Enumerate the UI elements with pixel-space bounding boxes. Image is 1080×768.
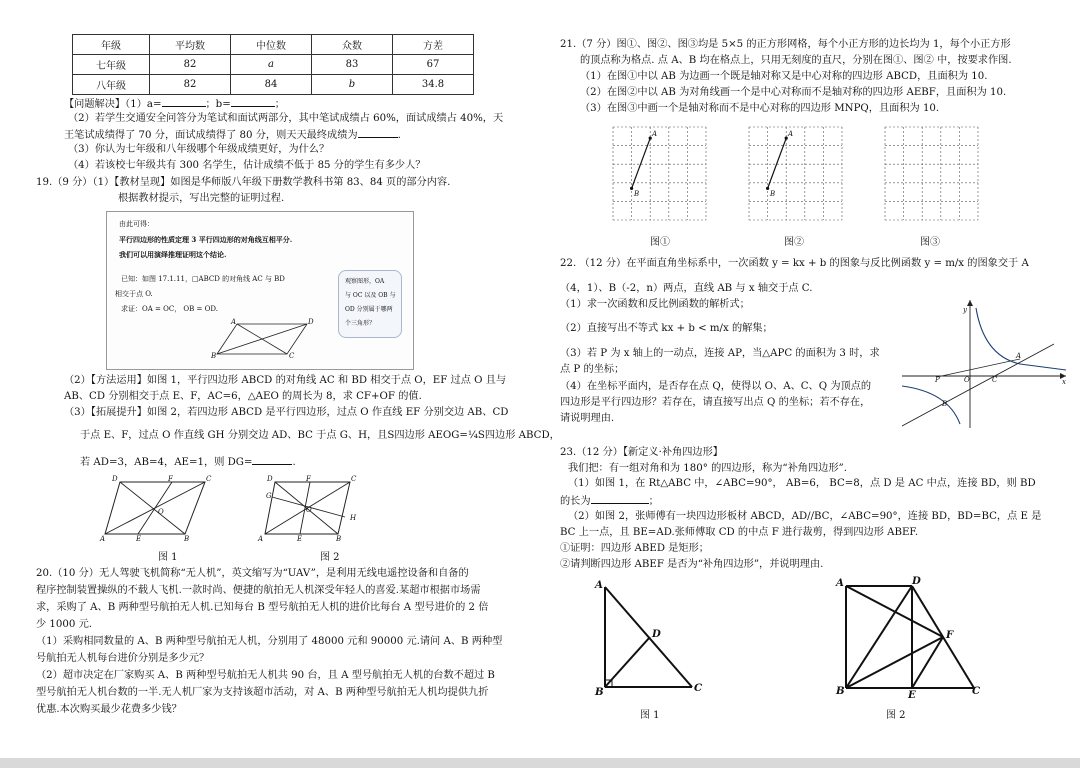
q18-part2-end: . — [397, 130, 401, 141]
q19-figure-2-caption: 图 2 — [320, 552, 340, 563]
textbook-theorem: 平行四边形的性质定理 3 平行四边形的对角线互相平分. — [119, 235, 293, 244]
q18-part3: （3）你认为七年级和八年级哪个年级成绩更好，为什么？ — [68, 144, 330, 155]
table-cell: 82 — [150, 75, 231, 95]
q18-part2-line1: （2）若学生交通安全问答分为笔试和面试两部分，其中笔试成绩占 60%，面试成绩占 40%，天 — [68, 113, 504, 124]
q21-line: （2）在图②中以 AB 为对角线画一个是中心对称而不是轴对称的四边形 AEBF，且面积为 10. — [580, 87, 1007, 98]
q22-line: （4，1）、B（-2，n）两点，直线 AB 与 x 轴交于点 C. — [560, 283, 813, 294]
q22-line: （2）直接写出不等式 kx + b < m/x 的解集； — [560, 323, 773, 334]
q19-figure-2 — [270, 477, 360, 539]
point-label-g: G — [266, 492, 272, 500]
point-label-a: A — [788, 130, 794, 138]
grid-figure-3-caption: 图③ — [920, 237, 940, 248]
table-cell: 67 — [393, 55, 474, 75]
q23-figure-2 — [842, 580, 982, 692]
answer-blank-dg[interactable] — [252, 454, 292, 465]
q20-line: 型号航拍无人机台数的一半.无人机厂家为支持该超市活动，对 A、B 两种型号航拍无人机均提供九折 — [36, 687, 489, 698]
q20-line: 求，采购了 A、B 两种型号航拍无人机.已知每台 B 型号航拍无人机的进价比每台 A 型号进价的 2 倍 — [36, 602, 489, 613]
right-page — [540, 0, 1080, 760]
grid-figure-3 — [884, 126, 978, 220]
q19-figure-1-caption: 图 1 — [158, 552, 178, 563]
point-label-d: D — [912, 575, 921, 587]
point-label-e: E — [908, 689, 916, 701]
table-cell: 34.8 — [393, 75, 474, 95]
answer-blank-bd[interactable] — [591, 493, 649, 504]
answer-blank-final-score[interactable] — [358, 127, 398, 138]
point-label-o: O — [964, 376, 970, 384]
q19-part3-line2: 于点 E、F，过点 O 作直线 GH 分别交边 AD、BC 于点 G、H，且S四边形 AEOG=¼S四边形 ABCD， — [80, 430, 560, 441]
table-header-cell: 年级 — [73, 35, 150, 55]
q22-line: （3）若 P 为 x 轴上的一动点，连接 AP，当△APC 的面积为 3 时，求 — [560, 348, 880, 359]
q18-part4: （4）若该校七年级共有 300 名学生，估计成绩不低于 85 分的学生有多少人？ — [68, 160, 426, 171]
hint-speech-bubble — [338, 270, 402, 338]
point-label-f: F — [306, 475, 311, 483]
point-label-a: A — [258, 535, 264, 543]
q18-part2-line2 — [64, 127, 401, 143]
table-row — [73, 75, 474, 95]
point-label-a: A — [100, 535, 106, 543]
point-label-h: H — [350, 514, 357, 522]
point-label-e: E — [297, 535, 303, 543]
point-label-b: B — [634, 190, 640, 198]
q19-heading: 19.（9 分）（1）【教材呈现】如图是华师版八年级下册数学教科书第 83、84 页的部分内容. — [36, 177, 451, 188]
table-header-cell: 方差 — [393, 35, 474, 55]
table-cell: a — [231, 55, 312, 75]
bubble-line: 与 OC 以及 OB 与 — [345, 292, 396, 299]
q19-part3-end: . — [292, 457, 296, 468]
bubble-line: 观察图形，OA — [345, 278, 385, 285]
q20-line: 20.（10 分）无人驾驶飞机简称“无人机”，英文缩写为“UAV”，是利用无线电遥控设备和自备的 — [36, 568, 469, 579]
table-cell: b — [312, 75, 393, 95]
point-label-p: P — [935, 376, 940, 384]
q19-part3-text: 若 AD=3，AB=4，AE=1，则 DG= — [80, 457, 253, 468]
q21-line: 的顶点称为格点. 点 A、B 均在格点上，只用无刻度的直尺，分别在图①、图② 中，按要求作图. — [580, 55, 1012, 66]
point-label-b: B — [184, 535, 190, 543]
q19-part2-line2: AB、CD 分别相交于点 E、F，AC=6，△AEO 的周长为 8，求 CF+OF 的值. — [64, 391, 422, 402]
grid-figure-1 — [612, 126, 706, 220]
point-label-a: A — [231, 318, 237, 326]
grid-figure-1-caption: 图① — [650, 237, 670, 248]
q22-line: 点 P 的坐标； — [560, 364, 625, 375]
q23-line: ①证明：四边形 ABED 是矩形； — [560, 543, 709, 554]
q22-coordinate-figure — [902, 300, 1070, 428]
q23-line: BC 上一点，且 BE=AD.张师傅取 CD 的中点 F 进行裁剪，得到四边形 ABEF. — [560, 527, 919, 538]
point-label-f: F — [946, 629, 954, 641]
q19-part2-line1: （2）【方法运用】如图 1，平行四边形 ABCD 的对角线 AC 和 BD 相交于点 O，EF 过点 O 且与 — [64, 375, 507, 386]
q19-part3-line1: （3）【拓展提升】如图 2，若四边形 ABCD 是平行四边形，过点 O 作直线 EF 分别交边 AB、CD — [64, 407, 509, 418]
grid-figure-2-caption: 图② — [784, 237, 804, 248]
point-label-d: D — [267, 475, 273, 483]
point-label-e: E — [136, 535, 142, 543]
q23-line: 我们把：有一组对角和为 180° 的四边形，称为“补角四边形”. — [568, 463, 847, 474]
q20-line: 号航拍无人机每台进价分别是多少元？ — [36, 653, 210, 664]
point-label-a: A — [595, 579, 603, 591]
textbook-given: 已知：如图 17.1.11，□ABCD 的对角线 AC 与 BD — [121, 275, 285, 283]
q21-line: （3）在图③中画一个是轴对称而不是中心对称的四边形 MNPQ，且面积为 10. — [580, 103, 940, 114]
q23-line — [560, 493, 659, 509]
answer-blank-b[interactable] — [231, 96, 275, 107]
q18-part1-text-c: ； — [274, 99, 285, 110]
table-cell: 82 — [150, 55, 231, 75]
point-label-d: D — [112, 475, 118, 483]
q22-line: 22. （12 分）在平面直角坐标系中，一次函数 y = kx + b 的图象与反比例函数 y = m/x 的图象交于 A — [560, 258, 1029, 269]
q22-line: （1）求一次函数和反比例函数的解析式； — [560, 299, 750, 310]
q20-line: 程序控制装置操纵的不载人飞机.一款时尚、便捷的航拍无人机深受年轻人的喜爱.某超市根据市场需 — [36, 585, 481, 596]
table-header-cell: 中位数 — [231, 35, 312, 55]
table-row — [73, 55, 474, 75]
axis-label-x: x — [1062, 378, 1066, 386]
point-label-c: C — [206, 475, 212, 483]
table-cell: 83 — [312, 55, 393, 75]
q22-line: 请说明理由. — [560, 413, 615, 424]
point-label-b: B — [942, 400, 948, 408]
point-label-c: C — [289, 352, 295, 360]
q19-instruction: 根据教材提示，写出完整的证明过程. — [118, 193, 285, 204]
point-label-b: B — [770, 190, 776, 198]
q23-figure-1-caption: 图 1 — [640, 710, 660, 721]
table-cell: 七年级 — [73, 55, 150, 75]
point-label-b: B — [836, 685, 845, 697]
q20-line: （1）采购相同数量的 A、B 两种型号航拍无人机，分别用了 48000 元和 90000 元.请问 A、B 两种型 — [36, 636, 503, 647]
table-header-cell: 平均数 — [150, 35, 231, 55]
axis-label-y: y — [963, 306, 967, 314]
table-header-cell: 众数 — [312, 35, 393, 55]
bubble-line: 个三角形？ — [345, 320, 376, 327]
q18-part1 — [64, 96, 285, 112]
bubble-line: OD 分别属于哪两 — [345, 306, 393, 313]
q20-line: 少 1000 元. — [36, 619, 93, 630]
q18-part1-text: 【问题解决】（1）a= — [64, 99, 162, 110]
answer-blank-a[interactable] — [162, 96, 206, 107]
point-label-c: C — [351, 475, 357, 483]
point-label-c: C — [972, 685, 981, 697]
textbook-prove: 求证：OA = OC， OB = OD. — [121, 305, 218, 313]
table-cell: 八年级 — [73, 75, 150, 95]
q23-line: （2）如图 2，张师傅有一块四边形板材 ABCD，AD//BC，∠ABC=90°，连接 BD，BD=BC，点 E 是 — [568, 511, 1042, 522]
q18-part2-text: 王笔试成绩得了 70 分，面试成绩得了 80 分，则天天最终成绩为 — [64, 130, 358, 141]
q19-figure-1 — [110, 477, 220, 539]
table-header-row — [73, 35, 474, 55]
q23-line: （1）如图 1，在 Rt△ABC 中，∠ABC=90°， AB=6， BC=8，点 D 是 AC 中点，连接 BD，则 BD — [568, 478, 1036, 489]
q21-line: （1）在图①中以 AB 为边画一个既是轴对称又是中心对称的四边形 ABCD，且面积为 10. — [580, 71, 988, 82]
grid-point — [766, 187, 769, 190]
textbook-line: 由此可得： — [119, 220, 154, 228]
textbook-given-2: 相交于点 O. — [115, 290, 153, 298]
point-label-a: A — [1016, 352, 1022, 360]
grid-point — [630, 187, 633, 190]
q22-line: 四边形是平行四边形？若存在，请直接写出点 Q 的坐标；若不存在， — [560, 397, 871, 408]
q22-line: （4）在坐标平面内，是否存在点 Q，使得以 O、A、C、Q 为顶点的 — [560, 381, 872, 392]
point-label-b: B — [336, 535, 342, 543]
point-label-a: A — [836, 577, 844, 589]
point-label-d: D — [652, 628, 661, 640]
point-label-b: B — [211, 352, 217, 360]
q20-line: 优惠.本次购买最少花费多少钱？ — [36, 704, 182, 715]
textbook-line: 我们可以用演绎推理证明这个结论. — [119, 250, 227, 259]
q21-line: 21.（7 分）图①、图②、图③均是 5×5 的正方形网格，每个小正方形的边长均为 1，每个小正方形 — [560, 39, 1011, 50]
score-statistics-table — [72, 34, 474, 95]
point-label-o: O — [158, 508, 164, 516]
point-label-d: D — [308, 318, 314, 326]
q23-line: ②请判断四边形 ABEF 是否为“补角四边形”，并说明理由. — [560, 559, 824, 570]
point-label-f: F — [168, 475, 173, 483]
q23-text-end: ； — [648, 496, 659, 507]
q20-line: （2）超市决定在厂家购买 A、B 两种型号航拍无人机共 90 台，且 A 型号航拍无人机的台数不超过 B — [36, 670, 495, 681]
q23-heading: 23.（12 分）【新定义·补角四边形】 — [560, 447, 723, 458]
point-label-a: A — [652, 130, 658, 138]
point-label-o: O — [306, 506, 312, 514]
point-label-c: C — [992, 376, 998, 384]
point-label-c: C — [694, 682, 703, 694]
q23-text: 的长为 — [560, 496, 591, 507]
grid-figure-2 — [748, 126, 842, 220]
q18-part1-text-b: ；b= — [205, 99, 231, 110]
q19-part3-line3 — [80, 454, 296, 470]
table-cell: 84 — [231, 75, 312, 95]
point-label-b: B — [595, 686, 604, 698]
q23-figure-2-caption: 图 2 — [886, 710, 906, 721]
